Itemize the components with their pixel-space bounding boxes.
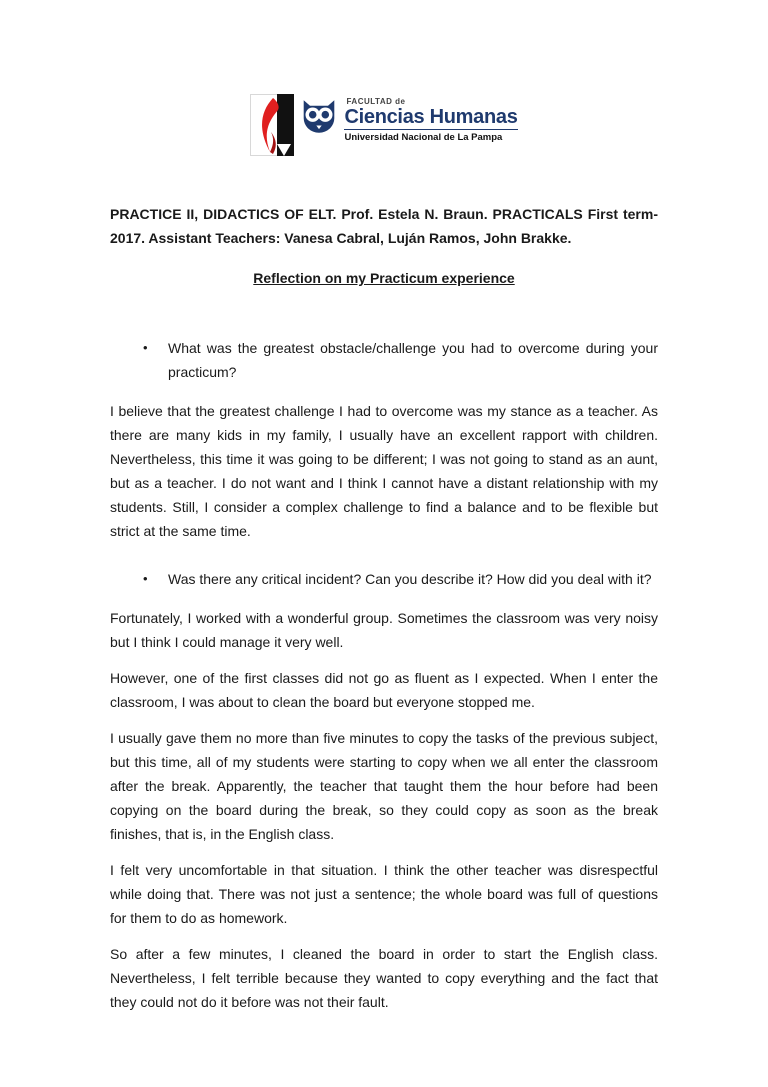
logo-text-block bbox=[344, 97, 517, 143]
bullet-question-1 bbox=[110, 336, 658, 384]
paragraph-3: However, one of the first classes did not go as fluent as I expected. When I enter the classroom, I was about to clean the board but everyone stopped me. bbox=[110, 670, 658, 710]
document-title bbox=[110, 266, 658, 290]
logo-faculty-prefix: FACULTAD de bbox=[346, 97, 406, 106]
owl-logo-icon bbox=[301, 98, 337, 135]
question-1-text: What was the greatest obstacle/challenge you had to overcome during your practicum? bbox=[168, 340, 658, 380]
university-logo bbox=[0, 0, 768, 156]
paragraph-2: Fortunately, I worked with a wonderful group. Sometimes the classroom was very noisy but I think I could manage it very well. bbox=[110, 610, 658, 650]
paragraph-4: I usually gave them no more than five minutes to copy the tasks of the previous subject, but this time, all of my students were starting to copy when we all enter the classroom after the break. Apparently, the teacher that taught them the hour before had been copying on the board during the break, so they could copy as soon as the break finishes, that is, in the English class. bbox=[110, 730, 658, 842]
question-2-text: Was there any critical incident? Can you describe it? How did you deal with it? bbox=[168, 571, 652, 587]
document-content bbox=[110, 202, 658, 1014]
document-title-text: Reflection on my Practicum experience bbox=[253, 270, 515, 286]
paragraph-6: So after a few minutes, I cleaned the board in order to start the English class. Nevertheless, I felt terrible because they wanted to copy everything and the fact that they could not do it before was not their fault. bbox=[110, 946, 658, 1010]
faculty-emblem-icon bbox=[250, 94, 294, 156]
logo-university-name: Universidad Nacional de La Pampa bbox=[344, 129, 517, 143]
bullet-icon: • bbox=[143, 571, 148, 586]
logo-faculty-name: Ciencias Humanas bbox=[344, 106, 518, 128]
document-header: PRACTICE II, DIDACTICS OF ELT. Prof. Estela N. Braun. PRACTICALS First term- 2017. Assistant Teachers: Vanesa Cabral, Luján Ramos, John Brakke. bbox=[110, 206, 658, 246]
paragraph-5: I felt very uncomfortable in that situation. I think the other teacher was disrespectful while doing that. There was not just a sentence; the whole board was full of questions for them to do as homework. bbox=[110, 862, 658, 926]
bullet-icon: • bbox=[143, 340, 148, 355]
paragraph-1: I believe that the greatest challenge I had to overcome was my stance as a teacher. As there are many kids in my family, I usually have an excellent rapport with children. Nevertheless, this time it was going to be different; I was not going to stand as an aunt, but as a teacher. I do not want and I think I cannot have a distant relationship with my students. Still, I consider a complex challenge to find a balance and to be flexible but strict at the same time. bbox=[110, 403, 658, 539]
bullet-question-2 bbox=[110, 567, 658, 591]
